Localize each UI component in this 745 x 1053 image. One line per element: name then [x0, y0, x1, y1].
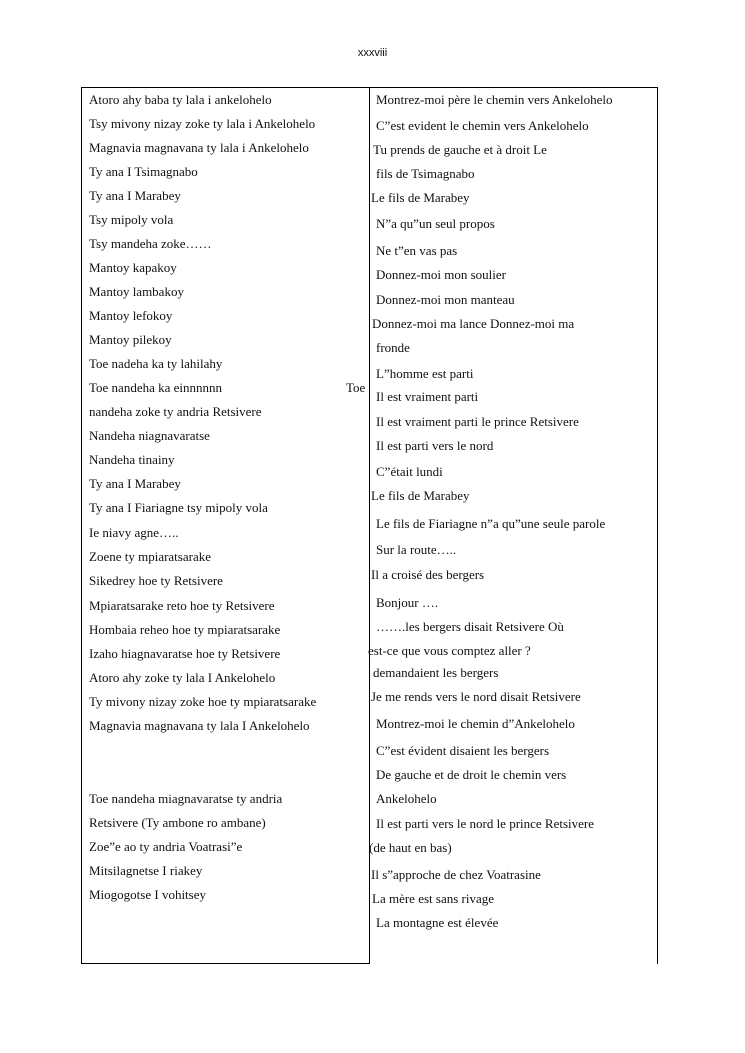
french-line: Il est vraiment parti le prince Retsivere — [376, 414, 579, 429]
french-line: Sur la route….. — [376, 542, 457, 557]
malagasy-line: Nandeha tinainy — [89, 452, 175, 467]
french-line: La montagne est élevée — [376, 915, 499, 930]
malagasy-line: Toe nadeha ka ty lahilahy — [89, 356, 223, 371]
french-line: Montrez-moi père le chemin vers Ankelohelo — [376, 92, 613, 107]
french-line: Il a croisé des bergers — [371, 567, 485, 582]
malagasy-line: Mantoy lefokoy — [89, 308, 173, 323]
french-line: C”est evident le chemin vers Ankelohelo — [376, 118, 589, 133]
french-line: Il est parti vers le nord le prince Retsivere — [376, 816, 595, 831]
table-bottom-border — [81, 963, 369, 964]
french-line: L”homme est parti — [376, 366, 474, 381]
bilingual-poem-table — [81, 87, 658, 964]
french-line: est-ce que vous comptez aller ? — [368, 643, 531, 658]
french-line: demandaient les bergers — [373, 665, 499, 680]
column-divider — [369, 87, 370, 964]
malagasy-line: Hombaia reheo hoe ty mpiaratsarake — [89, 622, 281, 637]
malagasy-line: Magnavia magnavana ty lala i Ankelohelo — [89, 140, 309, 155]
french-line: La mère est sans rivage — [372, 891, 495, 906]
french-line: Le fils de Fiariagne n”a qu”une seule parole — [376, 516, 606, 531]
malagasy-line: Toe nandeha miagnavaratse ty andria — [89, 791, 283, 806]
french-line: Il s”approche de chez Voatrasine — [371, 867, 541, 882]
page-number: xxxviii — [357, 47, 388, 59]
french-line: fronde — [376, 340, 410, 355]
french-line: N”a qu”un seul propos — [376, 216, 495, 231]
malagasy-line: Ty mivony nizay zoke hoe ty mpiaratsarake — [89, 694, 317, 709]
french-line: Montrez-moi le chemin d”Ankelohelo — [376, 716, 575, 731]
malagasy-line: Mpiaratsarake reto hoe ty Retsivere — [89, 598, 275, 613]
french-line: Il est vraiment parti — [376, 389, 479, 404]
malagasy-line: Mantoy lambakoy — [89, 284, 184, 299]
french-line: Donnez-moi mon soulier — [376, 267, 506, 282]
french-line: Bonjour …. — [376, 595, 439, 610]
malagasy-line: Toe nandeha ka einnnnnn — [89, 380, 223, 395]
malagasy-line: Ty ana I Marabey — [89, 188, 181, 203]
malagasy-line: Ty ana I Marabey — [89, 476, 181, 491]
french-line: Tu prends de gauche et à droit Le — [373, 142, 547, 157]
malagasy-line: Ty ana I Tsimagnabo — [89, 164, 198, 179]
french-line: C”est évident disaient les bergers — [376, 743, 550, 758]
malagasy-line: Sikedrey hoe ty Retsivere — [89, 573, 223, 588]
french-line: Je me rends vers le nord disait Retsivere — [371, 689, 581, 704]
french-line: De gauche et de droit le chemin vers — [376, 767, 567, 782]
malagasy-line: Zoene ty mpiaratsarake — [89, 549, 211, 564]
malagasy-line: Tsy mandeha zoke…… — [89, 236, 212, 251]
malagasy-line: Ie niavy agne….. — [89, 525, 179, 540]
malagasy-line: Miogogotse I vohitsey — [89, 887, 206, 902]
overflow-word: Toe — [346, 380, 366, 395]
malagasy-line: Zoe”e ao ty andria Voatrasi”e — [89, 839, 243, 854]
french-line: Ne t”en vas pas — [376, 243, 458, 258]
french-line: Le fils de Marabey — [371, 190, 470, 205]
malagasy-line: Atoro ahy baba ty lala i ankelohelo — [89, 92, 272, 107]
malagasy-line: Retsivere (Ty ambone ro ambane) — [89, 815, 266, 830]
french-line: fils de Tsimagnabo — [376, 166, 475, 181]
french-line: Il est parti vers le nord — [376, 438, 494, 453]
table-left-border — [81, 87, 82, 963]
malagasy-line: Ty ana I Fiariagne tsy mipoly vola — [89, 500, 268, 515]
malagasy-line: Mantoy pilekoy — [89, 332, 172, 347]
french-line: C”était lundi — [376, 464, 443, 479]
malagasy-line: Magnavia magnavana ty lala I Ankelohelo — [89, 718, 310, 733]
malagasy-line: nandeha zoke ty andria Retsivere — [89, 404, 262, 419]
french-line: Le fils de Marabey — [371, 488, 470, 503]
malagasy-line: Tsy mivony nizay zoke ty lala i Ankelohelo — [89, 116, 316, 131]
french-line: Ankelohelo — [376, 791, 437, 806]
table-right-border — [657, 87, 658, 964]
french-line: Donnez-moi ma lance Donnez-moi ma — [372, 316, 575, 331]
french-line: Donnez-moi mon manteau — [376, 292, 515, 307]
malagasy-line: Mantoy kapakoy — [89, 260, 177, 275]
malagasy-line: Atoro ahy zoke ty lala I Ankelohelo — [89, 670, 276, 685]
malagasy-line: Mitsilagnetse I riakey — [89, 863, 203, 878]
french-line: (de haut en bas) — [369, 840, 452, 855]
malagasy-line: Tsy mipoly vola — [89, 212, 174, 227]
french-line: …….les bergers disait Retsivere Où — [376, 619, 564, 634]
malagasy-line: Izaho hiagnavaratse hoe ty Retsivere — [89, 646, 281, 661]
malagasy-line: Nandeha niagnavaratse — [89, 428, 210, 443]
